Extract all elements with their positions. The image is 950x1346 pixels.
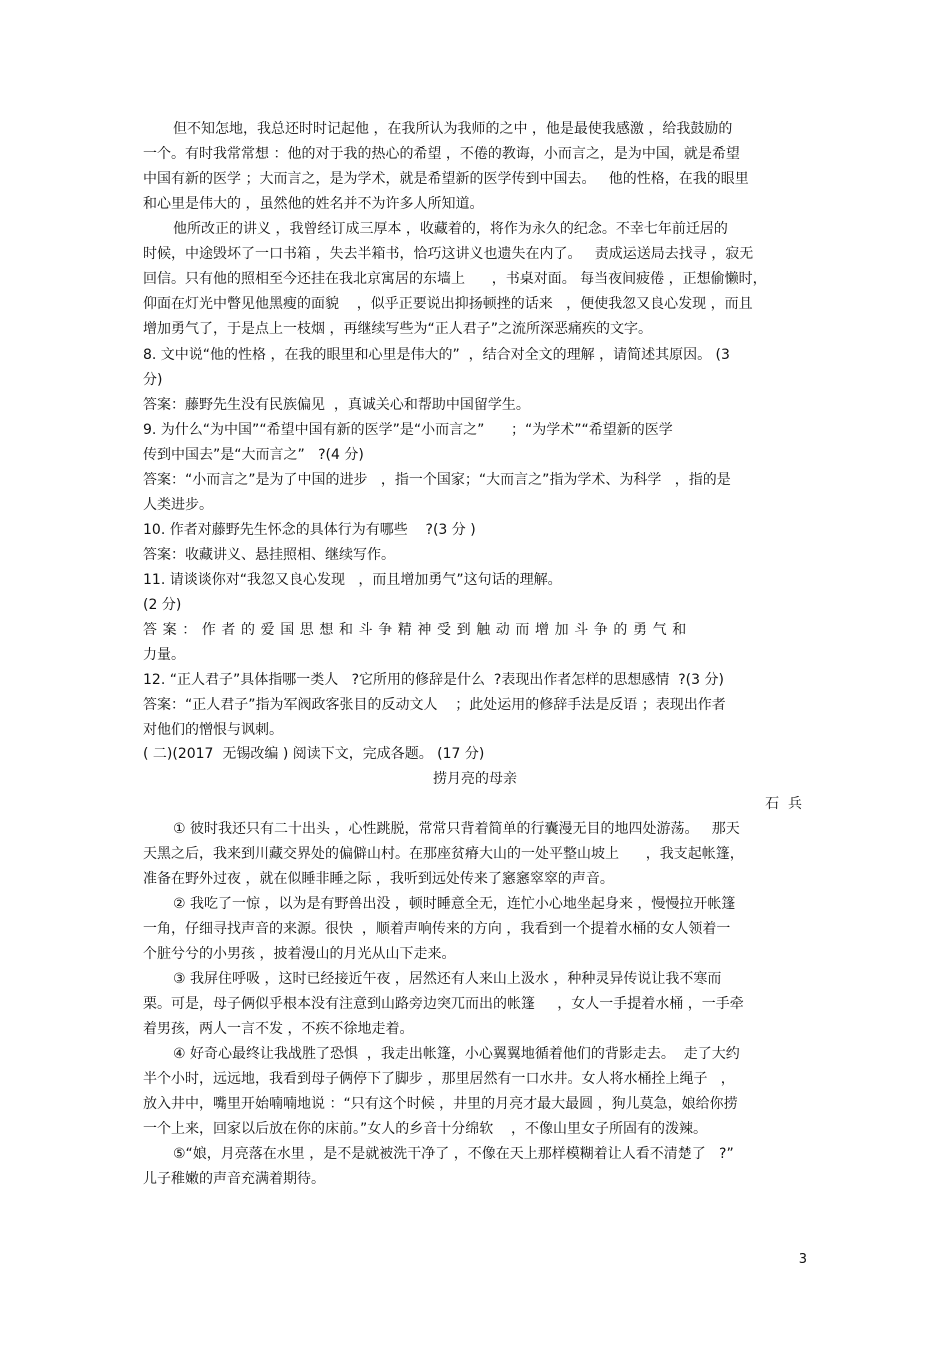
question-8-cont: 分) bbox=[143, 372, 163, 388]
question-8: 8. 文中说“他的性格 ，在我的眼里和心里是伟大的” ，结合对全文的理解 ，请简述其原因。 (3 bbox=[143, 347, 730, 363]
answer-9-cont: 人类进步。 bbox=[143, 497, 213, 513]
passage-line: 时候，中途毁坏了一口书箱 ，失去半箱书，恰巧这讲义也遗失在内了。 责成运送局去找寻 ，寂无 bbox=[143, 246, 754, 262]
question-9: 9. 为什么“为中国”“希望中国有新的医学”是“小而言之” ；“为学术”“希望新的医学 bbox=[143, 422, 673, 438]
story-line: ① 彼时我还只有二十出头 ，心性跳脱，常常只背着简单的行囊漫无目的地四处游荡。 那天 bbox=[173, 821, 740, 837]
answer-12-cont: 对他们的憎恨与讽刺。 bbox=[143, 722, 283, 738]
passage-line: 中国有新的医学 ；大而言之，是为学术，就是希望新的医学传到中国去。 他的性格，在我的眼里 bbox=[143, 171, 749, 187]
section-heading: ( 二)(2017 无锡改编 ) 阅读下文，完成各题。 (17 分) bbox=[143, 746, 485, 762]
question-10: 10. 作者对藤野先生怀念的具体行为有哪些 ?(3 分 ) bbox=[143, 522, 476, 538]
question-9-cont: 传到中国去”是“大而言之” ?(4 分) bbox=[143, 447, 364, 463]
story-title: 捞月亮的母亲 bbox=[433, 771, 517, 787]
story-line: 准备在野外过夜 ，就在似睡非睡之际 ，我听到远处传来了窸窸窣窣的声音。 bbox=[143, 871, 614, 887]
story-line: 一个上来，回家以后放在你的床前。”女人的乡音十分绵软 ，不像山里女子所固有的泼辣。 bbox=[143, 1121, 708, 1137]
passage-line: 和心里是伟大的 ，虽然他的姓名并不为许多人所知道。 bbox=[143, 196, 484, 212]
story-line: 放入井中，嘴里开始喃喃地说 ：“只有这个时候 ，井里的月亮才最大最圆 ，狗儿莫急，娘给你捞 bbox=[143, 1096, 738, 1112]
question-12: 12. “正人君子”具体指哪一类人 ?它所用的修辞是什么 ?表现出作者怎样的思想感情 ?(3 分) bbox=[143, 672, 724, 688]
passage-line: 增加勇气了，于是点上一枝烟 ，再继续写些为“正人君子”之流所深恶痛疾的文字。 bbox=[143, 321, 652, 337]
passage-line: 一个。有时我常常想 ：他的对于我的热心的希望 ，不倦的教诲，小而言之，是为中国，就是希望 bbox=[143, 146, 740, 162]
story-line: 着男孩，两人一言不发 ，不疾不徐地走着。 bbox=[143, 1021, 414, 1037]
answer-11: 答案：作者的爱国思想和斗争精神受到触动而增加斗争的勇气和 bbox=[143, 622, 692, 638]
question-11: 11. 请谈谈你对“我忽又良心发现 ，而且增加勇气”这句话的理解。 bbox=[143, 572, 562, 588]
answer-8: 答案：藤野先生没有民族偏见 ，真诚关心和帮助中国留学生。 bbox=[143, 397, 530, 413]
page-number: 3 bbox=[798, 1252, 807, 1267]
story-line: ③ 我屏住呼吸 ，这时已经接近午夜 ，居然还有人来山上汲水 ，种种灵异传说让我不寒而 bbox=[173, 971, 722, 987]
answer-11-cont: 力量。 bbox=[143, 647, 185, 663]
story-line: 半个小时，远远地，我看到母子俩停下了脚步 ，那里居然有一口水井。女人将水桶拴上绳子 ， bbox=[143, 1071, 735, 1087]
story-line: ⑤“娘，月亮落在水里 ，是不是就被洗干净了 ，不像在天上那样模糊着让人看不清楚了 ?” bbox=[173, 1146, 734, 1162]
answer-9: 答案：“小而言之”是为了中国的进步 ，指一个国家；“大而言之”指为学术、为科学 ，指的是 bbox=[143, 472, 731, 488]
passage-line: 仰面在灯光中瞥见他黑瘦的面貌 ，似乎正要说出抑扬顿挫的话来 ，便使我忽又良心发现 ，而且 bbox=[143, 296, 753, 312]
story-line: 个脏兮兮的小男孩 ，披着漫山的月光从山下走来。 bbox=[143, 946, 456, 962]
story-line: 天黑之后，我来到川藏交界处的偏僻山村。在那座贫瘠大山的一处平整山坡上 ，我支起帐篷， bbox=[143, 846, 744, 862]
question-11-cont: (2 分) bbox=[143, 597, 182, 613]
story-author: 石 兵 bbox=[765, 796, 802, 812]
story-line: ④ 好奇心最终让我战胜了恐惧 ，我走出帐篷，小心翼翼地循着他们的背影走去。 走了大约 bbox=[173, 1046, 740, 1062]
story-line: 栗。可是，母子俩似乎根本没有注意到山路旁边突兀而出的帐篷 ，女人一手提着水桶 ，一手牵 bbox=[143, 996, 744, 1012]
story-line: 儿子稚嫩的声音充满着期待。 bbox=[143, 1171, 325, 1187]
story-line: 一角，仔细寻找声音的来源。很快 ，顺着声响传来的方向 ，我看到一个提着水桶的女人领着一 bbox=[143, 921, 731, 937]
story-line: ② 我吃了一惊 ，以为是有野兽出没 ，顿时睡意全无，连忙小心地坐起身来 ，慢慢拉开帐篷 bbox=[173, 896, 736, 912]
answer-10: 答案：收藏讲义、悬挂照相、继续写作。 bbox=[143, 547, 395, 563]
passage-line: 他所改正的讲义 ，我曾经订成三厚本 ，收藏着的，将作为永久的纪念。不幸七年前迁居的 bbox=[173, 221, 728, 237]
passage-line: 但不知怎地，我总还时时记起他 ，在我所认为我师的之中 ，他是最使我感激 ，给我鼓励的 bbox=[173, 121, 733, 137]
answer-12: 答案：“正人君子”指为军阀政客张目的反动文人 ；此处运用的修辞手法是反语 ；表现出作者 bbox=[143, 697, 726, 713]
passage-line: 回信。只有他的照相至今还挂在我北京寓居的东墙上 ，书桌对面。 每当夜间疲倦 ，正想偷懒时， bbox=[143, 271, 767, 287]
